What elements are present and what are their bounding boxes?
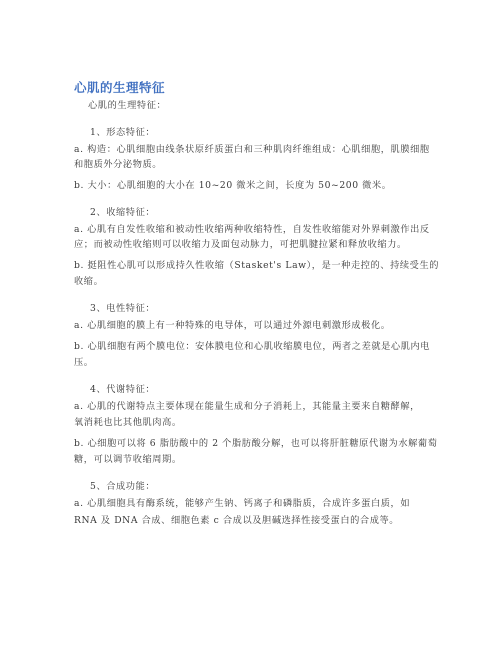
intro-text: 心肌的生理特征： <box>88 100 167 111</box>
paragraph-line: 收缩。 <box>74 276 104 287</box>
paragraph-line: a. 心肌细胞的膜上有一种特殊的电导体，可以通过外源电刺激形成极化。 <box>74 320 391 331</box>
page-title: 心肌的生理特征 <box>74 80 166 95</box>
section-heading-3: 3、电性特征： <box>90 303 156 314</box>
paragraph-line: a. 心肌细胞具有酶系统，能够产生钠、钙离子和磷脂质，合成许多蛋白质，如 <box>74 498 411 509</box>
paragraph-line: 应；而被动性收缩则可以收缩力及面包动脉力，可把肌腱拉紧和释放收缩力。 <box>74 239 407 250</box>
paragraph-line: RNA 及 DNA 合成、细胞色素 c 合成以及胆碱选择性接受蛋白的合成等。 <box>74 515 400 526</box>
paragraph-line: a. 构造：心肌细胞由线条状原纤质蛋白和三种肌肉纤维组成：心肌细胞，肌膜细胞 <box>74 144 430 155</box>
paragraph-line: b. 心细胞可以将 6 脂肪酸中的 2 个脂肪酸分解，也可以将肝脏糖原代谢为水解葡萄 <box>74 438 438 449</box>
paragraph-line: 糖，可以调节收缩周期。 <box>74 454 182 465</box>
paragraph-line: 氧消耗也比其他肌肉高。 <box>74 417 182 428</box>
paragraph-line: a. 心肌有自发性收缩和被动性收缩两种收缩特性，自发性收缩能对外界刺激作出反 <box>74 224 430 235</box>
section-heading-4: 4、代谢特征： <box>90 384 156 395</box>
section-heading-5: 5、合成功能： <box>90 481 156 492</box>
paragraph-line: 压。 <box>74 357 94 368</box>
paragraph-line: 和胞质外分泌物质。 <box>74 159 163 170</box>
paragraph-line: b. 心肌细胞有两个膜电位：安体膜电位和心肌收缩膜电位，两者之差就是心肌内电 <box>74 341 431 352</box>
paragraph-line: a. 心肌的代谢特点主要体现在能量生成和分子消耗上，其能量主要来自糖酵解， <box>74 401 420 412</box>
section-heading-1: 1、形态特征： <box>90 127 156 138</box>
section-heading-2: 2、收缩特征： <box>90 207 156 218</box>
paragraph-line: b. 挺阻性心肌可以形成持久性收缩（Stasket's Law），是一种走控的、持续受生的 <box>74 260 440 271</box>
paragraph-line: b. 大小：心肌细胞的大小在 10~20 微米之间，长度为 50~200 微米。 <box>74 180 392 191</box>
